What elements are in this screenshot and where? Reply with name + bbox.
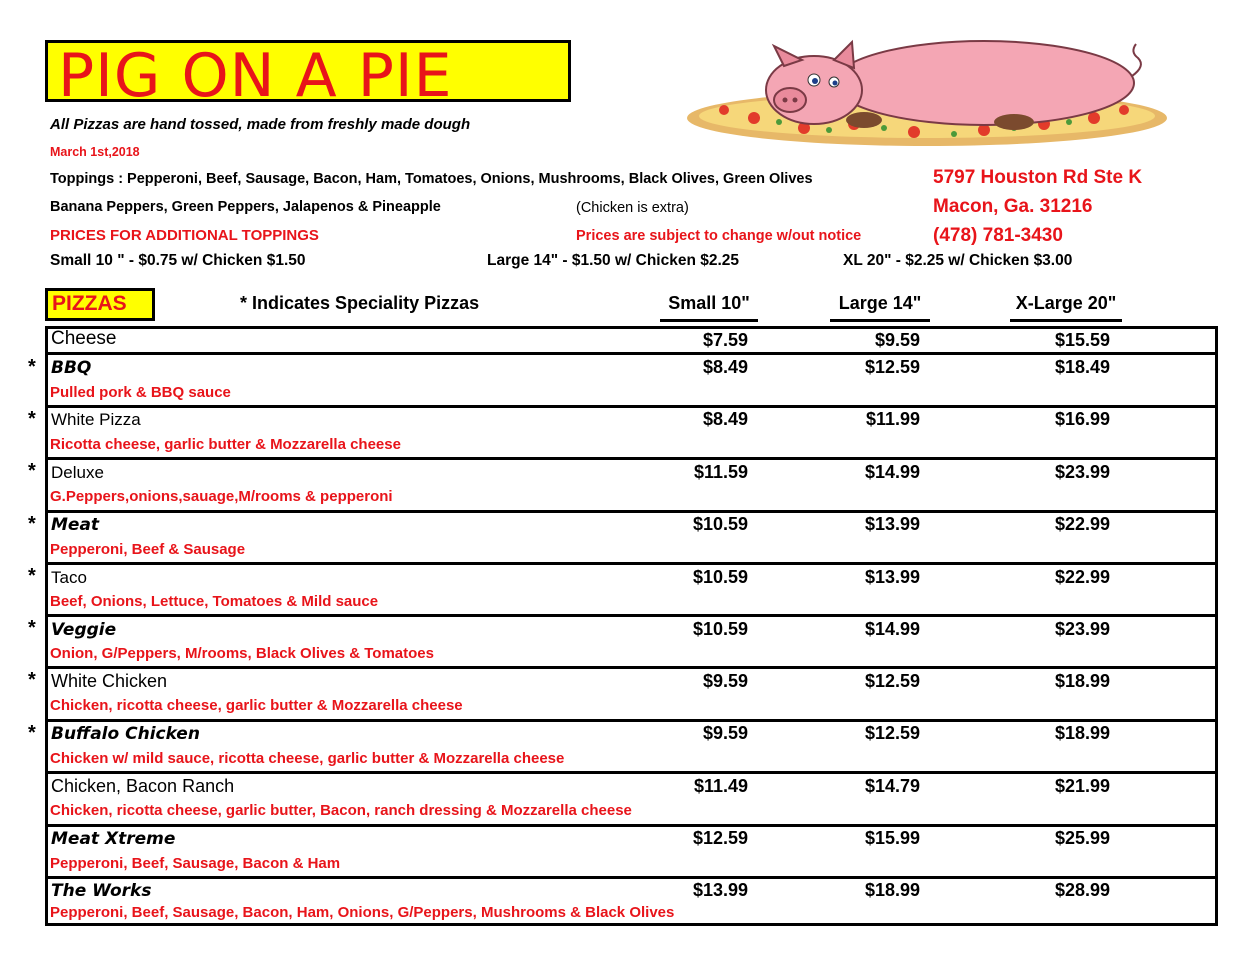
price-small-meat: $10.59: [692, 514, 748, 534]
pizza-name-bbq: BBQ: [51, 358, 92, 378]
price-large-cheese: $9.59: [874, 330, 920, 350]
column-header-xl: X-Large 20": [1015, 293, 1117, 313]
menu-table: [45, 326, 1218, 926]
speciality-star: *: [28, 408, 36, 430]
pizza-desc-meat-xtreme: Pepperoni, Beef, Sausage, Bacon & Ham: [50, 855, 341, 872]
column-underline-xl: [1010, 319, 1122, 322]
price-small-deluxe: $11.59: [693, 462, 748, 482]
chicken-extra-note: (Chicken is extra): [576, 200, 689, 216]
pizza-desc-white-chicken: Chicken, ricotta cheese, garlic butter & Mozzarella cheese: [50, 697, 463, 714]
pizza-desc-veggie: Onion, G/Peppers, M/rooms, Black Olives & Tomatoes: [50, 645, 434, 662]
pizza-name-deluxe: Deluxe: [51, 463, 104, 482]
speciality-star: *: [28, 617, 36, 639]
row-divider: [45, 771, 1218, 774]
price-small-buffalo-chicken: $9.59: [702, 723, 748, 743]
speciality-star: *: [28, 669, 36, 691]
speciality-star: *: [28, 356, 36, 378]
pizza-name-chicken-bacon-ranch: Chicken, Bacon Ranch: [51, 776, 235, 796]
price-large-meat: $13.99: [864, 514, 920, 534]
row-divider: [45, 824, 1218, 827]
pizza-name-veggie: Veggie: [51, 620, 117, 640]
title-box: [45, 40, 571, 111]
price-small-meat-xtreme: $12.59: [692, 828, 748, 848]
additional-price-xl: XL 20" - $2.25 w/ Chicken $3.00: [843, 252, 1073, 269]
pizza-name-meat-xtreme: Meat Xtreme: [51, 829, 176, 849]
price-xl-white-chicken: $18.99: [1054, 671, 1110, 691]
pizza-name-buffalo-chicken: Buffalo Chicken: [51, 724, 200, 744]
additional-toppings-label: PRICES FOR ADDITIONAL TOPPINGS: [50, 227, 319, 244]
price-xl-the-works: $28.99: [1054, 880, 1110, 900]
price-small-cheese: $7.59: [702, 330, 748, 350]
row-divider: [45, 614, 1218, 617]
price-xl-meat: $22.99: [1054, 514, 1110, 534]
price-small-white-pizza: $8.49: [702, 409, 748, 429]
pizza-desc-the-works: Pepperoni, Beef, Sausage, Bacon, Ham, Onions, G/Peppers, Mushrooms & Black Olives: [50, 904, 675, 921]
price-notice: Prices are subject to change w/out notice: [576, 228, 862, 244]
speciality-star: *: [28, 460, 36, 482]
additional-price-large: Large 14" - $1.50 w/ Chicken $2.25: [487, 252, 740, 269]
price-large-taco: $13.99: [864, 567, 920, 587]
pizza-name-taco: Taco: [51, 568, 87, 587]
price-large-white-chicken: $12.59: [864, 671, 920, 691]
price-small-bbq: $8.49: [702, 357, 748, 377]
pizza-desc-meat: Pepperoni, Beef & Sausage: [50, 541, 246, 558]
price-large-buffalo-chicken: $12.59: [864, 723, 920, 743]
pizza-name-white-chicken: White Chicken: [51, 671, 168, 691]
pizza-desc-buffalo-chicken: Chicken w/ mild sauce, ricotta cheese, garlic butter & Mozzarella cheese: [50, 750, 565, 767]
speciality-star: *: [28, 565, 36, 587]
row-divider: [45, 562, 1218, 565]
pizza-desc-deluxe: G.Peppers,onions,sauage,M/rooms & pepperoni: [50, 488, 393, 505]
address-line-1: 5797 Houston Rd Ste K: [933, 167, 1143, 188]
subtitle: All Pizzas are hand tossed, made from freshly made dough: [50, 116, 471, 133]
row-divider: [45, 876, 1218, 879]
menu-date: March 1st,2018: [50, 145, 140, 159]
price-xl-taco: $22.99: [1054, 567, 1110, 587]
price-xl-white-pizza: $16.99: [1054, 409, 1110, 429]
pizza-name-cheese: Cheese: [51, 328, 117, 349]
price-small-taco: $10.59: [692, 567, 748, 587]
price-small-white-chicken: $9.59: [702, 671, 748, 691]
row-divider: [45, 510, 1218, 513]
pizza-name-the-works: The Works: [51, 881, 152, 901]
price-small-the-works: $13.99: [692, 880, 748, 900]
row-divider: [45, 352, 1218, 355]
speciality-note: * Indicates Speciality Pizzas: [240, 293, 480, 313]
pizza-desc-taco: Beef, Onions, Lettuce, Tomatoes & Mild sauce: [50, 593, 379, 610]
column-header-small: Small 10": [668, 293, 750, 313]
price-large-the-works: $18.99: [864, 880, 920, 900]
price-xl-bbq: $18.49: [1054, 357, 1110, 377]
price-xl-buffalo-chicken: $18.99: [1054, 723, 1110, 743]
price-xl-veggie: $23.99: [1054, 619, 1110, 639]
address-line-2: Macon, Ga. 31216: [933, 196, 1093, 217]
price-large-deluxe: $14.99: [864, 462, 920, 482]
row-divider: [45, 405, 1218, 408]
column-header-large: Large 14": [838, 293, 922, 313]
pizzas-section-box: [45, 288, 155, 321]
page-title: PIG ON A PIE: [58, 41, 453, 111]
pizzas-section-label: PIZZAS: [52, 292, 127, 315]
speciality-star: *: [28, 513, 36, 535]
pizza-name-meat: Meat: [51, 515, 100, 535]
pig-on-pizza-icon: [684, 38, 1170, 148]
pizza-name-white-pizza: White Pizza: [51, 410, 141, 429]
price-large-chicken-bacon-ranch: $14.79: [864, 776, 920, 796]
row-divider: [45, 719, 1218, 722]
price-xl-chicken-bacon-ranch: $21.99: [1054, 776, 1110, 796]
column-underline-large: [830, 319, 930, 322]
pizza-desc-white-pizza: Ricotta cheese, garlic butter & Mozzarella cheese: [50, 436, 401, 453]
price-large-bbq: $12.59: [864, 357, 920, 377]
price-large-meat-xtreme: $15.99: [864, 828, 920, 848]
pizza-desc-bbq: Pulled pork & BBQ sauce: [50, 384, 231, 401]
additional-price-small: Small 10 " - $0.75 w/ Chicken $1.50: [50, 252, 306, 269]
price-xl-deluxe: $23.99: [1054, 462, 1110, 482]
price-small-chicken-bacon-ranch: $11.49: [693, 776, 748, 796]
price-xl-meat-xtreme: $25.99: [1054, 828, 1110, 848]
phone-number: (478) 781-3430: [933, 225, 1063, 246]
price-large-veggie: $14.99: [864, 619, 920, 639]
row-divider: [45, 666, 1218, 669]
toppings-line-2: Banana Peppers, Green Peppers, Jalapenos & Pineapple: [50, 199, 441, 215]
column-underline-small: [660, 319, 758, 322]
row-divider: [45, 457, 1218, 460]
price-large-white-pizza: $11.99: [865, 409, 920, 429]
speciality-star: *: [28, 722, 36, 744]
price-xl-cheese: $15.59: [1054, 330, 1110, 350]
pizza-desc-chicken-bacon-ranch: Chicken, ricotta cheese, garlic butter, Bacon, ranch dressing & Mozzarella cheese: [50, 802, 632, 819]
toppings-line-1: Toppings : Pepperoni, Beef, Sausage, Bacon, Ham, Tomatoes, Onions, Mushrooms, Black Olives, Green Olives: [50, 171, 813, 187]
price-small-veggie: $10.59: [692, 619, 748, 639]
